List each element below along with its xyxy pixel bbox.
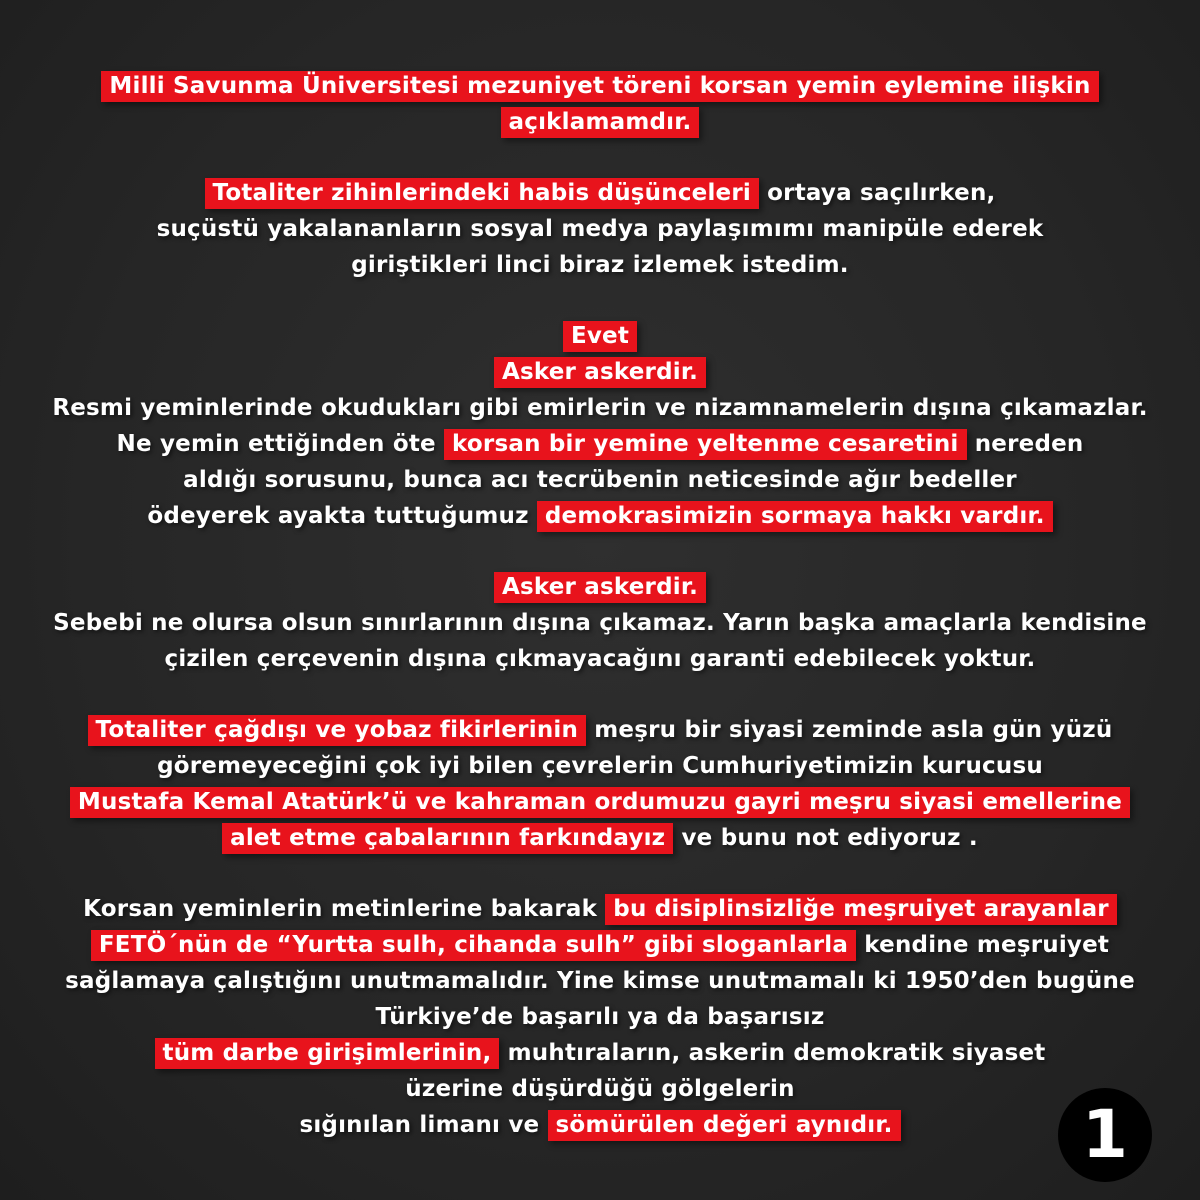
p4-line-4 <box>0 820 1200 856</box>
p5-line-4 <box>0 999 1200 1035</box>
highlight: Mustafa Kemal Atatürk’ü ve kahraman ordumuzu gayri meşru siyasi emellerine <box>70 787 1130 818</box>
highlight: Totaliter çağdışı ve yobaz fikirlerinin <box>88 715 587 746</box>
text-run: sağlamaya çalıştığını unutmamalıdır. Yine kimse unutmamalı ki 1950’den bugüne <box>65 968 1135 994</box>
page-number-badge: 1 <box>1058 1088 1152 1182</box>
p4-line-2 <box>0 748 1200 784</box>
text-run: ödeyerek ayakta tuttuğumuz <box>147 503 537 529</box>
p2-line-3 <box>0 390 1200 426</box>
p1-line-3 <box>0 247 1200 283</box>
p3-line-1 <box>0 569 1200 605</box>
text-run: ortaya saçılırken, <box>758 180 996 206</box>
p1-line-1 <box>0 175 1200 211</box>
text-run: Sebebi ne olursa olsun sınırlarının dışına çıkamaz. Yarın başka amaçlarla kendisine <box>53 610 1147 636</box>
highlight: Asker askerdir. <box>494 357 706 388</box>
p5-line-3 <box>0 963 1200 999</box>
text-run: Türkiye’de başarılı ya da başarısız <box>375 1004 825 1030</box>
p2-line-6 <box>0 498 1200 534</box>
highlight: Milli Savunma Üniversitesi mezuniyet töreni korsan yemin eylemine ilişkin <box>101 71 1098 102</box>
text-run: suçüstü yakalananların sosyal medya paylaşımımı manipüle ederek <box>156 216 1044 242</box>
text-run: sığınılan limanı ve <box>299 1112 548 1138</box>
highlight: açıklamamdır. <box>501 107 700 138</box>
p4-line-1 <box>0 712 1200 748</box>
title-line-2 <box>0 104 1200 140</box>
highlight: alet etme çabalarının farkındayız <box>222 823 673 854</box>
highlight: Totaliter zihinlerindeki habis düşünceleri <box>205 178 759 209</box>
p3-line-3 <box>0 641 1200 677</box>
title-line-1 <box>0 68 1200 104</box>
text-run: göremeyeceğini çok iyi bilen çevrelerin Cumhuriyetimizin kurucusu <box>157 753 1043 779</box>
highlight: tüm darbe girişimlerinin, <box>155 1038 500 1069</box>
text-run: ve bunu not ediyoruz . <box>673 825 978 851</box>
p1-line-2 <box>0 211 1200 247</box>
p3-line-2 <box>0 605 1200 641</box>
text-run: Resmi yeminlerinde okudukları gibi emirlerin ve nizamnamelerin dışına çıkamazlar. <box>52 395 1148 421</box>
highlight: sömürülen değeri aynıdır. <box>548 1110 901 1141</box>
p4-line-3 <box>0 784 1200 820</box>
p5-line-5 <box>0 1035 1200 1071</box>
highlight: Evet <box>563 321 637 352</box>
highlight: bu disiplinsizliğe meşruiyet arayanlar <box>605 894 1117 925</box>
text-run: Ne yemin ettiğinden öte <box>116 431 445 457</box>
p2-line-1 <box>0 318 1200 354</box>
p5-line-2 <box>0 927 1200 963</box>
statement-text <box>0 68 1200 1143</box>
text-run: muhtıraların, askerin demokratik siyaset <box>499 1040 1046 1066</box>
text-run: nereden <box>966 431 1084 457</box>
text-run: Korsan yeminlerin metinlerine bakarak <box>83 896 606 922</box>
p5-line-7 <box>0 1107 1200 1143</box>
p2-line-5 <box>0 462 1200 498</box>
highlight: FETÖ´nün de “Yurtta sulh, cihanda sulh” gibi sloganlarla <box>91 930 856 961</box>
p5-line-6 <box>0 1071 1200 1107</box>
text-run: giriştikleri linci biraz izlemek istedim. <box>351 252 849 278</box>
text-run: aldığı sorusunu, bunca acı tecrübenin neticesinde ağır bedeller <box>183 467 1017 493</box>
highlight: korsan bir yemine yeltenme cesaretini <box>444 429 966 460</box>
text-run: üzerine düşürdüğü gölgelerin <box>405 1076 795 1102</box>
highlight: Asker askerdir. <box>494 572 706 603</box>
text-run: kendine meşruiyet <box>856 932 1110 958</box>
p2-line-2 <box>0 354 1200 390</box>
highlight: demokrasimizin sormaya hakkı vardır. <box>537 501 1053 532</box>
text-run: meşru bir siyasi zeminde asla gün yüzü <box>586 717 1113 743</box>
text-run: çizilen çerçevenin dışına çıkmayacağını garanti edebilecek yoktur. <box>164 646 1036 672</box>
p2-line-4 <box>0 426 1200 462</box>
p5-line-1 <box>0 891 1200 927</box>
